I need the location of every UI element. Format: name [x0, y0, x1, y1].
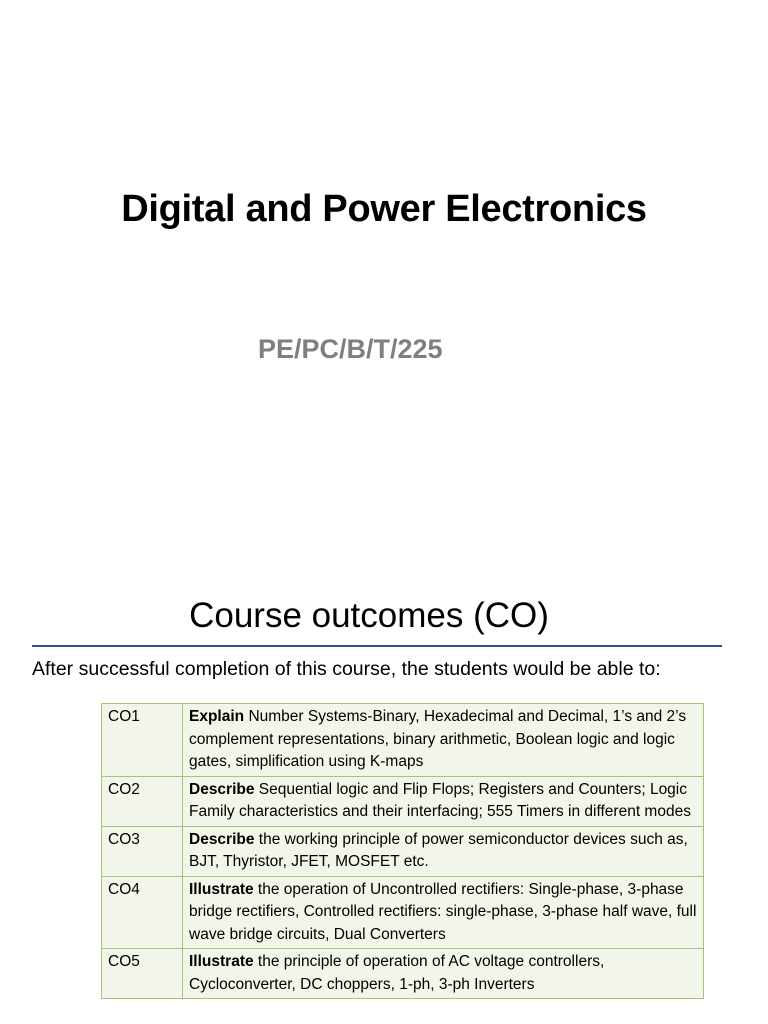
outcome-verb: Describe: [189, 780, 255, 798]
outcome-verb: Explain: [189, 708, 245, 725]
outcome-description: [183, 704, 704, 777]
heading-divider: [32, 645, 722, 647]
outcome-description: [183, 876, 704, 949]
table-row: [102, 876, 704, 949]
table-row: [102, 949, 704, 999]
table-row: [102, 776, 704, 826]
outcome-verb: Illustrate: [189, 953, 254, 970]
table-row: [102, 826, 704, 876]
outcome-text: Sequential logic and Flip Flops; Registers and Counters; Logic Family characteristics and their interfacing; 555 Timers in different modes: [189, 780, 691, 820]
outcome-description: [183, 776, 704, 826]
outcome-text: the operation of Uncontrolled rectifiers: Single-phase, 3-phase bridge rectifiers, Controlled rectifiers: single-phase, 3-phase half wave, full wave bridge circuits, Dual Converters: [189, 880, 697, 943]
outcome-text: the principle of operation of AC voltage controllers, Cycloconverter, DC choppers, 1-ph, 3-ph Inverters: [189, 953, 605, 993]
section-heading: Course outcomes (CO): [189, 596, 549, 635]
slide-title: Digital and Power Electronics: [121, 188, 647, 230]
outcome-code: CO4: [102, 876, 183, 949]
course-code: PE/PC/B/T/225: [258, 334, 443, 364]
outcome-text: Number Systems-Binary, Hexadecimal and Decimal, 1’s and 2’s complement representations, binary arithmetic, Boolean logic and logic gates, simplification using K-maps: [189, 708, 687, 770]
outcome-description: [183, 949, 704, 999]
outcome-code: CO5: [102, 949, 183, 999]
table-row: [102, 704, 704, 777]
outcome-verb: Describe: [189, 830, 255, 848]
course-outcomes-table: [101, 703, 704, 999]
outcome-code: CO3: [102, 826, 183, 876]
outcome-code: CO1: [102, 704, 183, 777]
outcome-code: CO2: [102, 776, 183, 826]
outcome-description: [183, 826, 704, 876]
outcome-verb: Illustrate: [189, 880, 254, 898]
intro-text: After successful completion of this course, the students would be able to:: [32, 658, 661, 680]
outcome-text: the working principle of power semiconductor devices such as, BJT, Thyristor, JFET, MOSFET etc.: [189, 830, 688, 870]
